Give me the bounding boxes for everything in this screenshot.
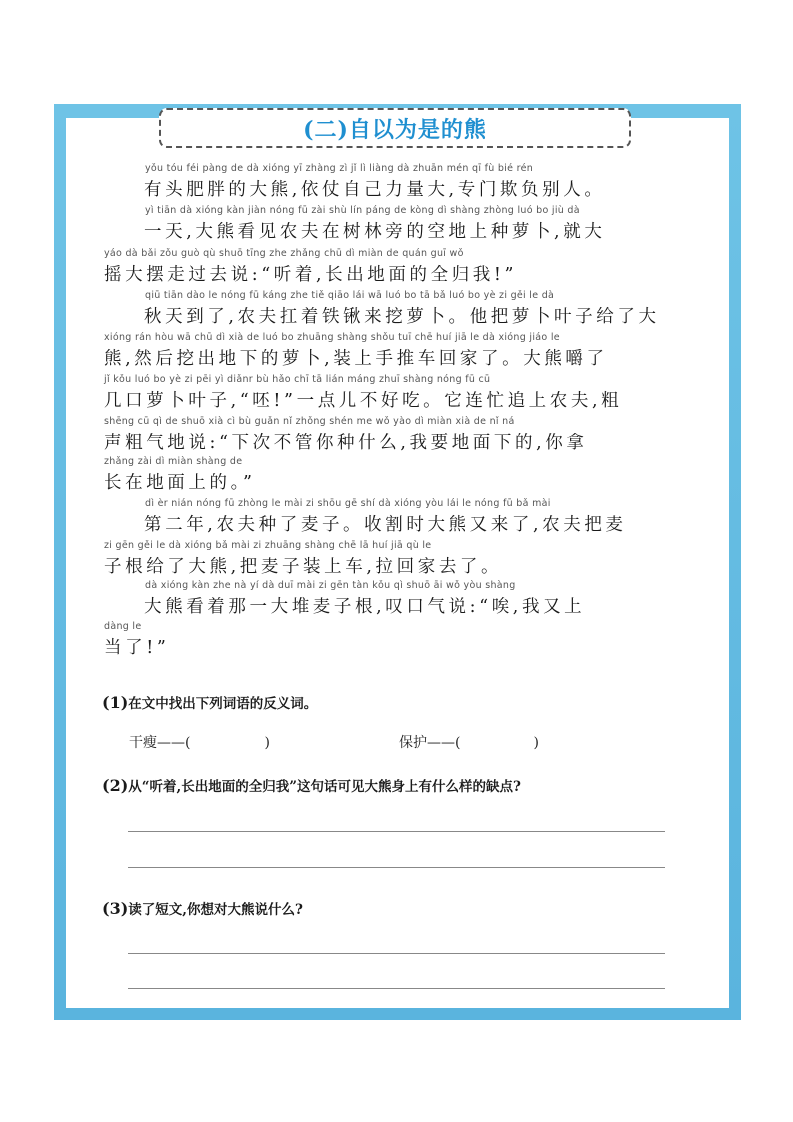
question-text: 在文中找出下列词语的反义词。 — [128, 696, 318, 712]
pinyin-line: xióng rán hòu wā chū dì xià de luó bo zhuāng shàng shǒu tuī chē huí jiā le dà xióng jiáo le — [104, 332, 560, 343]
answer-line[interactable] — [128, 867, 665, 868]
text-line: 熊,然后挖出地下的萝卜,装上手推车回家了。大熊嚼了 — [104, 349, 608, 369]
answer-item-gan-shou: 干瘦——( ) — [129, 735, 270, 751]
question-1 — [102, 692, 317, 712]
pinyin-line: dà xióng kàn zhe nà yí dà duī mài zi gēn tàn kǒu qì shuō āi wǒ yòu shàng — [145, 580, 516, 591]
pinyin-line: yáo dà bǎi zǒu guò qù shuō tīng zhe zhǎng chū dì miàn de quán guī wǒ — [104, 248, 464, 259]
question-number: (1) — [102, 693, 129, 712]
pinyin-line: qiū tiān dào le nóng fū káng zhe tiě qiāo lái wā luó bo tā bǎ luó bo yè zi gěi le dà — [145, 290, 555, 301]
question-text: 读了短文,你想对大熊说什么? — [128, 902, 303, 918]
text-line: 一天,大熊看见农夫在树林旁的空地上种萝卜,就大 — [144, 222, 606, 242]
pinyin-line: shēng cū qì de shuō xià cì bù guǎn nǐ zhǒng shén me wǒ yào dì miàn xià de nǐ ná — [104, 416, 515, 427]
text-line: 长在地面上的。” — [104, 473, 256, 493]
pinyin-line: zhǎng zài dì miàn shàng de — [104, 456, 243, 467]
text-line: 声粗气地说:“下次不管你种什么,我要地面下的,你拿 — [104, 433, 588, 453]
text-line: 摇大摆走过去说:“听着,长出地面的全归我!” — [104, 265, 518, 285]
text-line: 秋天到了,农夫扛着铁锹来挖萝卜。他把萝卜叶子给了大 — [144, 307, 660, 327]
text-line: 当了!” — [104, 638, 170, 658]
text-line: 有头肥胖的大熊,依仗自己力量大,专门欺负别人。 — [144, 180, 606, 200]
pinyin-line: zi gēn gěi le dà xióng bǎ mài zi zhuāng shàng chē lā huí jiā qù le — [104, 540, 432, 551]
pinyin-line: dàng le — [104, 621, 142, 632]
question-text: 从“听着,长出地面的全归我”这句话可见大熊身上有什么样的缺点? — [128, 779, 521, 795]
pinyin-line: yì tiān dà xióng kàn jiàn nóng fū zài shù lín páng de kòng dì shàng zhòng luó bo jiù dà — [145, 205, 580, 216]
question-number: (2) — [102, 776, 129, 795]
question-number: (3) — [102, 899, 129, 918]
title-banner — [159, 108, 631, 148]
answer-line[interactable] — [128, 953, 665, 954]
pinyin-line: yǒu tóu féi pàng de dà xióng yī zhàng zì jǐ lì liàng dà zhuān mén qī fù bié rén — [145, 163, 534, 174]
answer-line[interactable] — [128, 831, 665, 832]
pinyin-line: jǐ kǒu luó bo yè zi pēi yì diǎnr bù hǎo chī tā lián máng zhuī shàng nóng fū cū — [104, 374, 491, 385]
question-2 — [102, 775, 521, 795]
answer-item-bao-hu: 保护——( ) — [399, 735, 539, 751]
answer-line[interactable] — [128, 988, 665, 989]
question-3 — [102, 898, 303, 918]
pinyin-line: dì èr nián nóng fū zhòng le mài zi shōu gē shí dà xióng yòu lái le nóng fū bǎ mài — [145, 498, 551, 509]
text-line: 几口萝卜叶子,“呸!”一点儿不好吃。它连忙追上农夫,粗 — [104, 391, 623, 411]
text-line: 第二年,农夫种了麦子。收割时大熊又来了,农夫把麦 — [144, 515, 627, 535]
text-line: 子根给了大熊,把麦子装上车,拉回家去了。 — [104, 557, 503, 577]
text-line: 大熊看着那一大堆麦子根,叹口气说:“唉,我又上 — [144, 597, 586, 617]
page-title: (二)自以为是的熊 — [303, 116, 487, 143]
